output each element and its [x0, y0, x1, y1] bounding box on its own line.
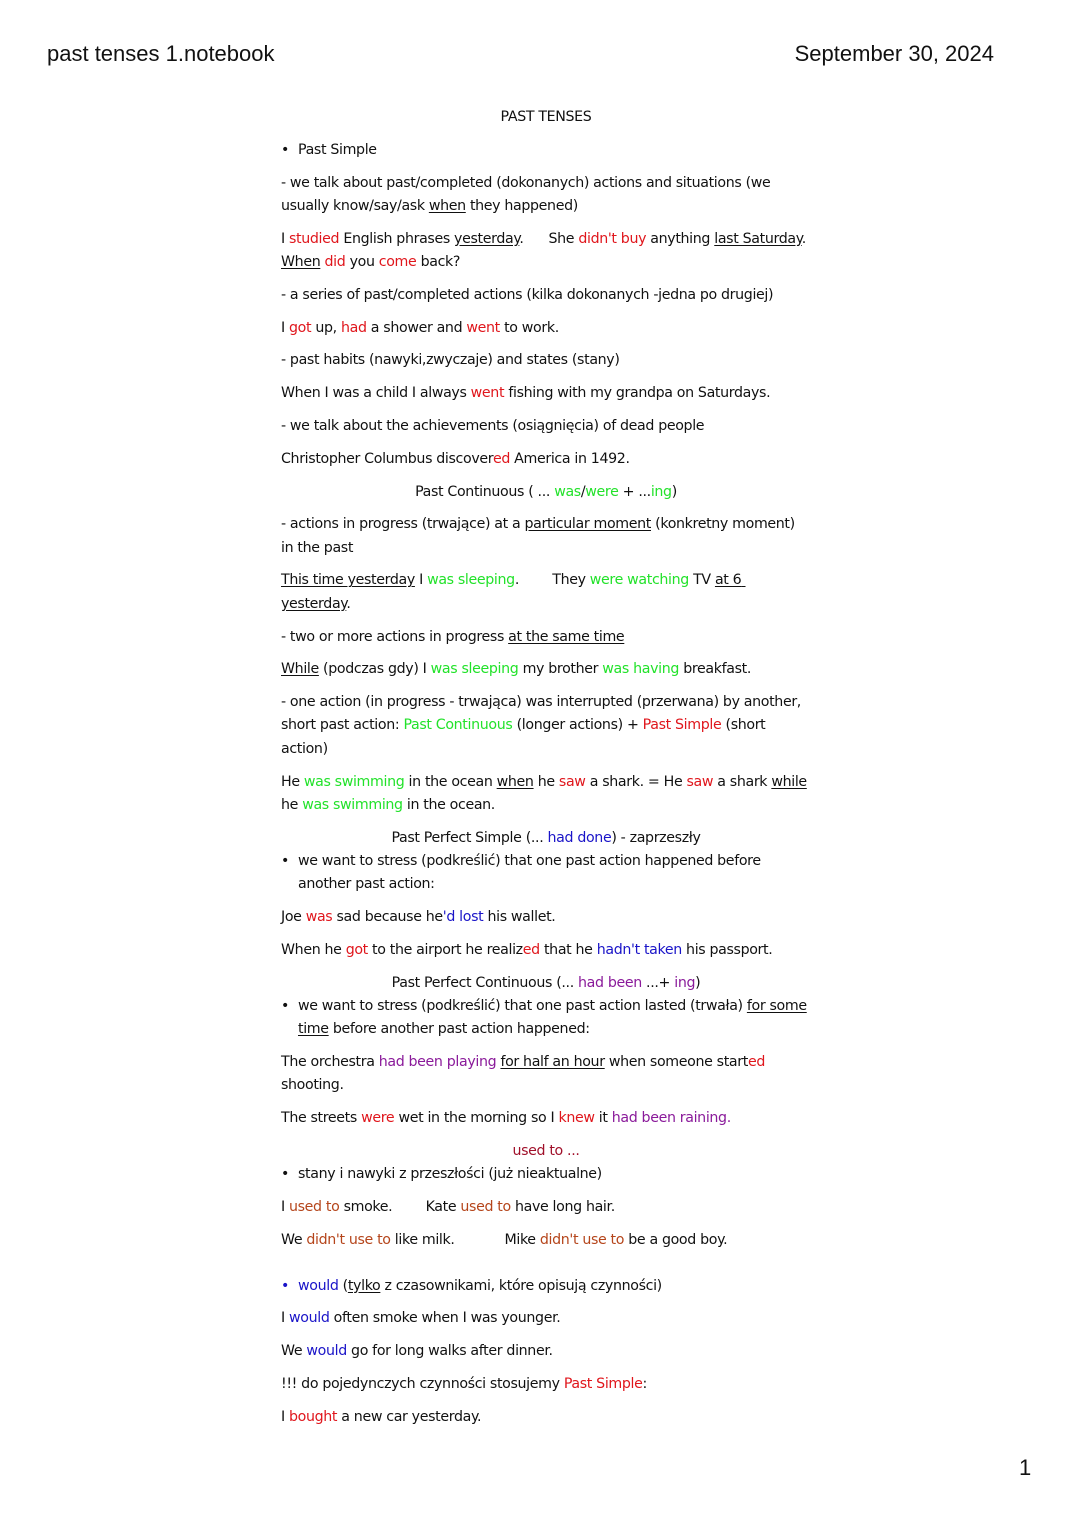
example-would-2: We would go for long walks after dinner. [281, 1343, 553, 1360]
example-past-perfect-continuous-2: The streets were wet in the morning so I knew it had been raining. [281, 1110, 731, 1127]
example-past-perfect-continuous-1: The orchestra had been playing for half an hour when someone started shooting. [281, 1054, 765, 1094]
rule-past-simple-2: - a series of past/completed actions (kilka dokonanych -jedna po drugiej) [281, 286, 774, 303]
page-number: 1 [1019, 1455, 1032, 1480]
example-past-perfect-1: Joe was sad because he'd lost his wallet. [281, 909, 556, 926]
example-past-perfect-2: When he got to the airport he realized that he hadn't taken his passport. [281, 941, 773, 958]
example-past-simple-3: When I was a child I always went fishing with my grandpa on Saturdays. [281, 385, 771, 402]
example-used-to-2: We didn't use to like milk. Mike didn't use to be a good boy. [281, 1231, 728, 1248]
example-past-simple-1: I studied English phrases yesterday. She didn't buy anything last Saturday. When did you come back? [281, 230, 856, 270]
section-heading-used-to: used to ... [512, 1142, 580, 1159]
rule-past-perfect-continuous-1: • we want to stress (podkreślić) that one past action lasted (trwała) for some time before another past action happened: [281, 995, 811, 1042]
example-past-continuous-2: While (podczas gdy) I was sleeping my brother was having breakfast. [281, 661, 752, 678]
example-used-to-1: I used to smoke. Kate used to have long hair. [281, 1198, 615, 1215]
section-heading-past-continuous: Past Continuous ( ... was/were + ...ing) [415, 483, 677, 500]
rule-past-continuous-1: - actions in progress (trwające) at a particular moment (konkretny moment) in the past [281, 516, 795, 556]
rule-past-simple-1: - we talk about past/completed (dokonanych) actions and situations (we usually know/say/ask when they happened) [281, 174, 771, 214]
rule-past-perfect-1: • we want to stress (podkreślić) that one past action happened before another past action: [281, 850, 811, 897]
rule-past-simple-3: - past habits (nawyki,zwyczaje) and states (stany) [281, 352, 620, 369]
rule-past-continuous-2: - two or more actions in progress at the same time [281, 628, 625, 645]
notebook-page-content [281, 106, 856, 1429]
section-heading-past-simple: • Past Simple [281, 139, 811, 162]
page-title: PAST TENSES [500, 109, 592, 125]
section-heading-past-perfect-continuous: Past Perfect Continuous (... had been ...+ ing) [391, 974, 701, 991]
note-single-actions: !!! do pojedynczych czynności stosujemy Past Simple: [281, 1375, 647, 1392]
example-past-simple-single: I bought a new car yesterday. [281, 1408, 482, 1425]
document-date: September 30, 2024 [794, 41, 994, 66]
example-past-continuous-3: He was swimming in the ocean when he saw a shark. = He saw a shark while he was swimming in the ocean. [281, 773, 807, 813]
rule-past-continuous-3: - one action (in progress - trwająca) was interrupted (przerwana) by another, short past action: Past Continuous (longer actions) + Past Simple (short action) [281, 694, 801, 757]
example-past-simple-2: I got up, had a shower and went to work. [281, 319, 559, 336]
section-heading-would: • would (tylko z czasownikami, które opisują czynności) [281, 1275, 811, 1298]
rule-used-to-1: • stany i nawyki z przeszłości (już nieaktualne) [281, 1163, 811, 1186]
example-past-continuous-1: This time yesterday I was sleeping. They were watching TV at 6 yesterday. [281, 572, 746, 612]
example-would-1: I would often smoke when I was younger. [281, 1310, 561, 1327]
document-title: past tenses 1.notebook [47, 41, 275, 66]
section-heading-past-perfect: Past Perfect Simple (... had done) - zaprzeszły [391, 829, 701, 846]
example-past-simple-4: Christopher Columbus discovered America in 1492. [281, 450, 630, 467]
rule-past-simple-4: - we talk about the achievements (osiągnięcia) of dead people [281, 417, 705, 434]
